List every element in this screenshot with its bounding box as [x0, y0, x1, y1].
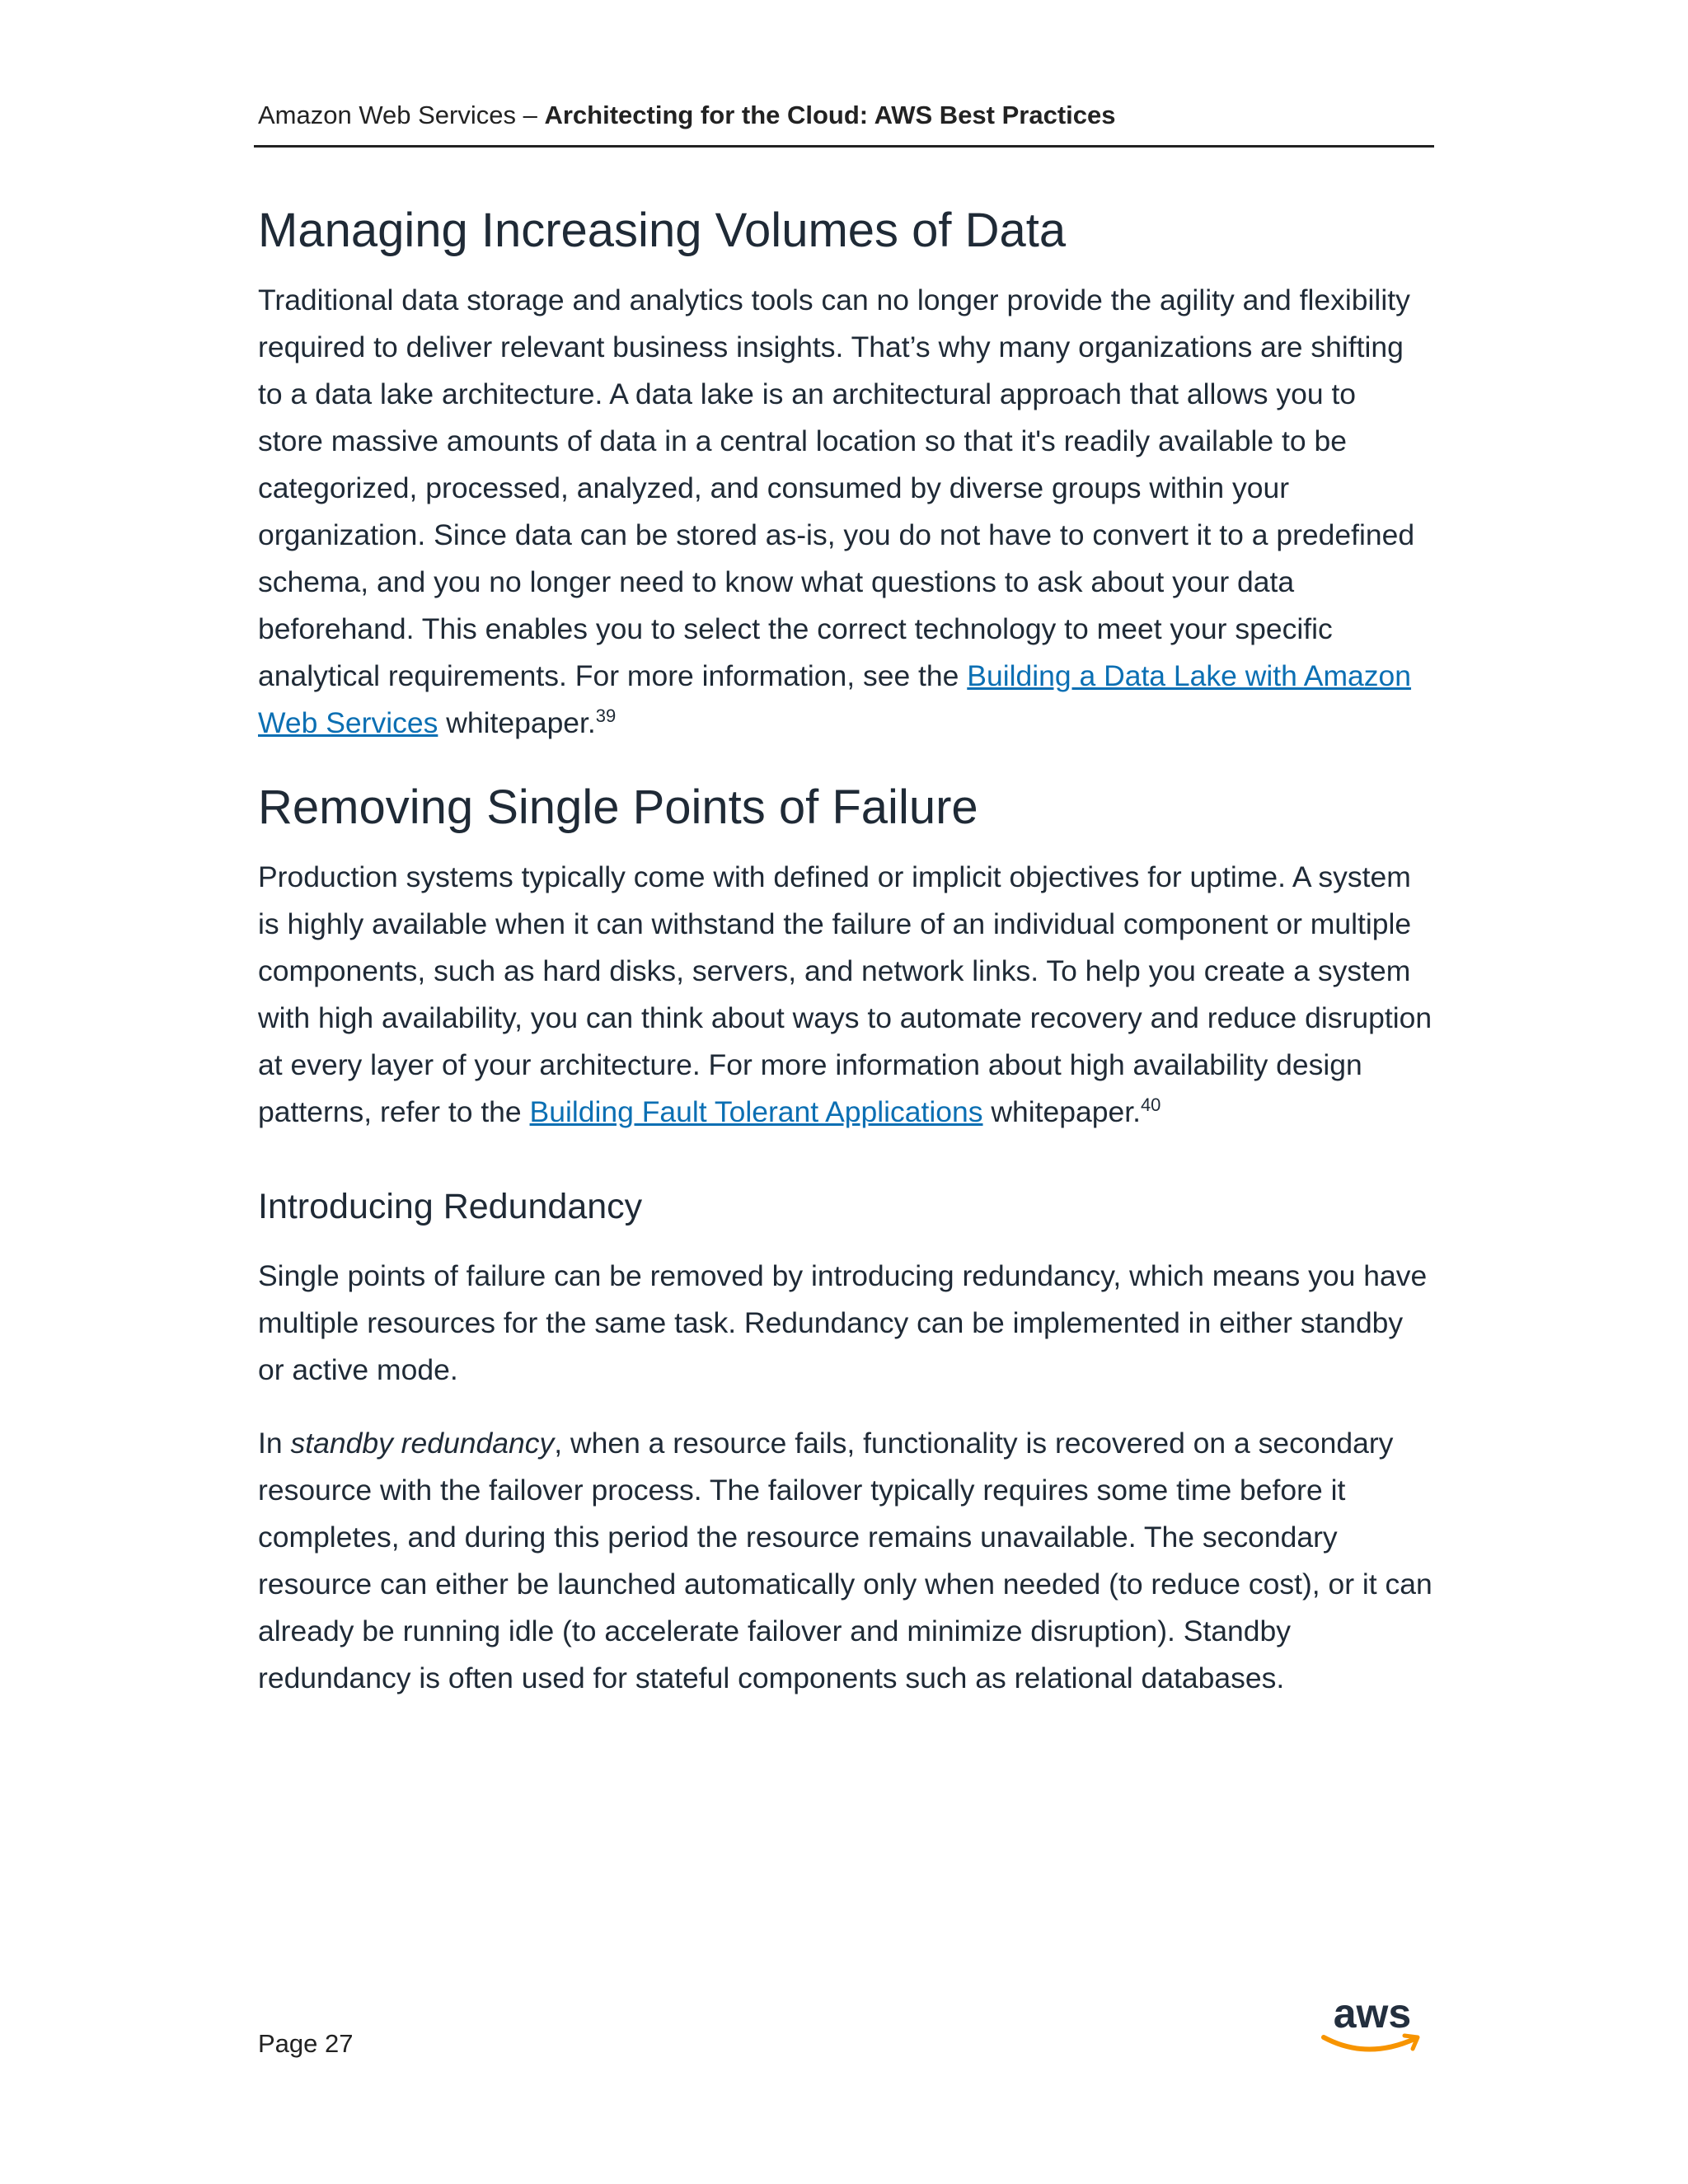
- running-header: [258, 99, 1434, 132]
- paragraph-text: Production systems typically come with defined or implicit objectives for uptime. A system is highly available when it can withstand the failure of an individual component or multiple components, such as hard disks, servers, and network links. To help you create a system with high availability, you can think about ways to automate recovery and reduce disruption at every layer of your architecture. For more information about high availability design patterns, refer to the: [258, 860, 1432, 1128]
- header-prefix: Amazon Web Services –: [258, 101, 545, 129]
- paragraph-text: Traditional data storage and analytics tools can no longer provide the agility and flexibility required to deliver relevant business insights. That’s why many organizations are shifting to a data lake architecture. A data lake is an architectural approach that allows you to store massive amounts of data in a central location so that it's readily available to be categorized, processed, analyzed, and consumed by diverse groups within your organization. Since data can be stored as-is, you do not have to convert it to a predefined schema, and you no longer need to know what questions to ask about your data beforehand. This enables you to select the correct technology to meet your specific analytical requirements. For more information, see the: [258, 284, 1415, 692]
- paragraph-suffix: whitepaper.: [982, 1095, 1141, 1128]
- subsection-heading-redundancy: Introducing Redundancy: [258, 1187, 643, 1226]
- section-heading-data-volumes: Managing Increasing Volumes of Data: [258, 204, 1067, 257]
- paragraph-suffix: whitepaper.: [438, 706, 596, 739]
- header-title: Architecting for the Cloud: AWS Best Practices: [544, 101, 1116, 129]
- term-standby-redundancy: standby redundancy: [290, 1427, 555, 1460]
- paragraph-single-points: [258, 854, 1434, 1136]
- paragraph-prefix: In: [258, 1427, 291, 1460]
- paragraph-redundancy-intro: Single points of failure can be removed by introducing redundancy, which means you have multiple resources for the same task. Redundancy can be implemented in either standby or active mode.: [258, 1259, 1428, 1386]
- header-divider: [254, 145, 1434, 148]
- footnote-ref-40[interactable]: 40: [1140, 1094, 1161, 1116]
- section-heading-single-points: Removing Single Points of Failure: [258, 780, 978, 834]
- aws-logo: [1317, 1991, 1428, 2057]
- footnote-ref-39[interactable]: 39: [595, 705, 617, 727]
- link-fault-tolerant-apps[interactable]: Building Fault Tolerant Applications: [529, 1095, 983, 1128]
- link-building-data-lake[interactable]: Building a Data Lake with Amazon Web Services: [258, 659, 1412, 739]
- paragraph-data-lake: [258, 277, 1428, 747]
- aws-logo-text: aws: [1333, 1991, 1412, 2036]
- aws-smile-icon: [1324, 2037, 1414, 2050]
- paragraph-standby-redundancy: [258, 1420, 1434, 1702]
- page-number: Page 27: [258, 2029, 354, 2058]
- paragraph-text: , when a resource fails, functionality is recovered on a secondary resource with the failover process. The failover typically requires some time before it completes, and during this period the resource remains unavailable. The secondary resource can either be launched automatically only when needed (to reduce cost), or it can already be running idle (to accelerate failover and minimize disruption). Standby redundancy is often used for stateful components such as relational databases.: [258, 1427, 1432, 1694]
- page-body: [258, 198, 1434, 1702]
